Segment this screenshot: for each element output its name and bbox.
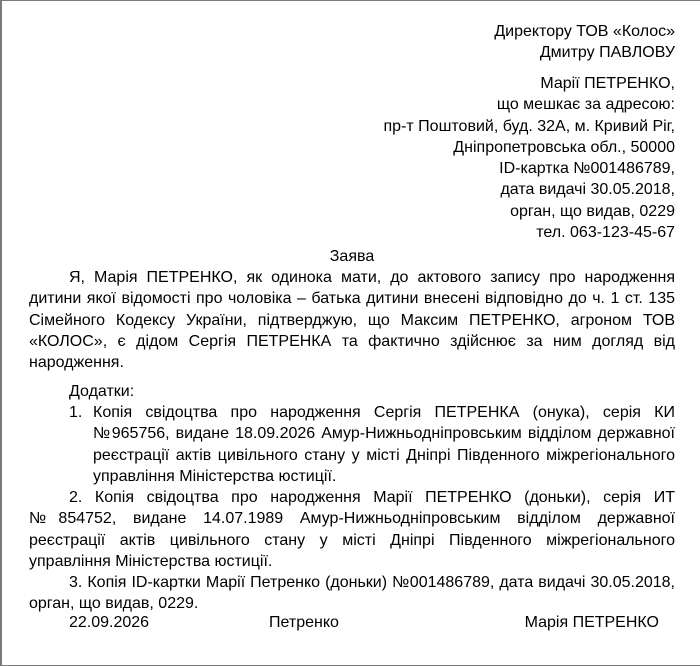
signer-full-name: Марія ПЕТРЕНКО: [524, 614, 659, 631]
recipient-name: Дмитру ПАВЛОВУ: [539, 44, 675, 62]
signature-date: 22.09.2026: [69, 614, 150, 631]
attachment-number: 1.: [69, 404, 83, 421]
sender-block: [275, 73, 675, 243]
attachment-text: Копія свідоцтва про народження Марії ПЕТРЕНКО (доньки), серія ИТ №854752, видане 14.07.1989 Амур-Нижньодніпровським відділом державної реєстрації актів цивільного стану у місті Дніпрі Південного міжрегіонального управління Міністерства юстиції.: [29, 489, 675, 570]
sender-id-card: ID-картка №001486789,: [499, 160, 675, 178]
sender-address-street: пр-т Поштовий, буд. 32А, м. Кривий Ріг,: [383, 117, 675, 135]
attachment-number: 3.: [69, 574, 83, 591]
attachment-item-2: [29, 487, 675, 572]
signature: Петренко: [269, 614, 339, 631]
document-title: Заява: [329, 248, 375, 265]
recipient-block: [275, 21, 675, 64]
recipient-position: Директору ТОВ «Колос»: [494, 23, 675, 40]
attachment-text: Копія свідоцтва про народження Сергія ПЕТРЕНКА (онука), серія КИ №965756, видане 18.09.2026 Амур-Нижньодніпровським відділом державної реєстрації актів цивільного стану у місті Дніпрі Південного міжрегіонального управління Міністерства юстиції.: [93, 404, 675, 485]
statement-body: Я, Марія ПЕТРЕНКО, як одинока мати, до актового запису про народження дитини якої відомості про чоловіка – батька дитини внесені відповідно до ч. 1 ст. 135 Сімейного Кодексу України, підтверджую, що Максим ПЕТРЕНКО, агроном ТОВ «КОЛОС», є дідом Сергія ПЕТРЕНКА та фактично здійснює за ним догляд від народження.: [29, 269, 675, 372]
attachment-text: Копія ID-картки Марії Петренко (доньки) №001486789, дата видачі 30.05.2018, орган, що видав, 0229.: [29, 574, 676, 613]
attachment-item-1: [69, 402, 675, 487]
sender-phone: тел. 063-123-45-67: [536, 224, 675, 242]
attachment-item-3: [29, 572, 675, 615]
sender-name: Марії ПЕТРЕНКО,: [540, 75, 675, 92]
sender-id-issue-date: дата видачі 30.05.2018,: [500, 181, 675, 199]
attachment-number: 2.: [69, 489, 83, 506]
sender-address-region: Дніпропетровська обл., 50000: [453, 138, 675, 156]
signature-row: [29, 612, 675, 634]
attachments-heading: Додатки:: [69, 383, 135, 400]
sender-id-issuer: орган, що видав, 0229: [510, 202, 675, 220]
sender-address-label: що мешкає за адресою:: [496, 96, 675, 114]
